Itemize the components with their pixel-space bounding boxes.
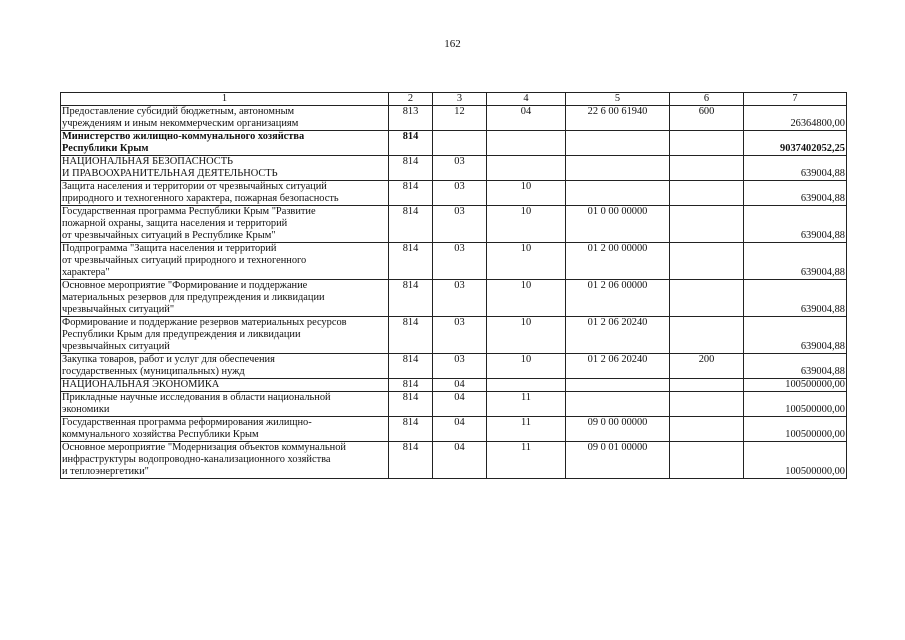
expense-type-code: 600 bbox=[670, 106, 744, 131]
expense-type-code: 200 bbox=[670, 354, 744, 379]
header-col-6: 6 bbox=[670, 93, 744, 106]
table-row bbox=[61, 442, 847, 479]
ministry-code: 814 bbox=[389, 417, 433, 442]
amount: 639004,88 bbox=[744, 354, 847, 379]
target-article-code: 01 2 00 00000 bbox=[566, 243, 670, 280]
row-name-line: чрезвычайных ситуаций" bbox=[62, 304, 175, 315]
ministry-code: 814 bbox=[389, 379, 433, 392]
page-number: 162 bbox=[444, 38, 461, 50]
target-article-code bbox=[566, 131, 670, 156]
target-article-code: 01 0 00 00000 bbox=[566, 206, 670, 243]
row-name-line: Предоставление субсидий бюджетным, автономным bbox=[62, 106, 295, 117]
row-name-line: от чрезвычайных ситуаций природного и техногенного bbox=[62, 255, 307, 266]
row-name-line: пожарной охраны, защита населения и территорий bbox=[62, 218, 288, 229]
subsection-code: 10 bbox=[487, 317, 566, 354]
section-code: 04 bbox=[433, 392, 487, 417]
subsection-code bbox=[487, 156, 566, 181]
row-name bbox=[61, 131, 389, 156]
row-name-line: НАЦИОНАЛЬНАЯ БЕЗОПАСНОСТЬ bbox=[62, 156, 234, 167]
table-row bbox=[61, 354, 847, 379]
subsection-code: 10 bbox=[487, 280, 566, 317]
table-row bbox=[61, 280, 847, 317]
table-row bbox=[61, 392, 847, 417]
target-article-code: 01 2 06 20240 bbox=[566, 317, 670, 354]
ministry-code: 813 bbox=[389, 106, 433, 131]
expense-type-code bbox=[670, 280, 744, 317]
section-code: 03 bbox=[433, 181, 487, 206]
header-col-2: 2 bbox=[389, 93, 433, 106]
expense-type-code bbox=[670, 243, 744, 280]
expense-type-code bbox=[670, 206, 744, 243]
header-col-1: 1 bbox=[61, 93, 389, 106]
section-code: 03 bbox=[433, 243, 487, 280]
section-code: 03 bbox=[433, 280, 487, 317]
row-name-line: Основное мероприятие "Модернизация объектов коммунальной bbox=[62, 442, 346, 453]
subsection-code: 04 bbox=[487, 106, 566, 131]
row-name bbox=[61, 106, 389, 131]
row-name-line: государственных (муниципальных) нужд bbox=[62, 366, 245, 377]
ministry-code: 814 bbox=[389, 131, 433, 156]
expense-type-code bbox=[670, 317, 744, 354]
target-article-code bbox=[566, 379, 670, 392]
row-name-line: чрезвычайных ситуаций bbox=[62, 341, 170, 352]
amount: 26364800,00 bbox=[744, 106, 847, 131]
target-article-code: 01 2 06 00000 bbox=[566, 280, 670, 317]
header-row bbox=[61, 93, 847, 106]
amount: 100500000,00 bbox=[744, 392, 847, 417]
subsection-code: 11 bbox=[487, 417, 566, 442]
target-article-code: 01 2 06 20240 bbox=[566, 354, 670, 379]
row-name-line: учреждениям и иным некоммерческим организациям bbox=[62, 118, 299, 129]
row-name-line: характера" bbox=[62, 267, 110, 278]
table-row bbox=[61, 379, 847, 392]
row-name-line: природного и техногенного характера, пожарная безопасность bbox=[62, 193, 339, 204]
target-article-code bbox=[566, 392, 670, 417]
row-name bbox=[61, 156, 389, 181]
section-code: 03 bbox=[433, 156, 487, 181]
row-name-line: Министерство жилищно-коммунального хозяйства bbox=[62, 131, 305, 142]
expense-type-code bbox=[670, 392, 744, 417]
table-row bbox=[61, 106, 847, 131]
subsection-code: 10 bbox=[487, 243, 566, 280]
ministry-code: 814 bbox=[389, 442, 433, 479]
section-code bbox=[433, 131, 487, 156]
row-name-line: и теплоэнергетики" bbox=[62, 466, 149, 477]
ministry-code: 814 bbox=[389, 243, 433, 280]
expense-type-code bbox=[670, 379, 744, 392]
amount: 100500000,00 bbox=[744, 417, 847, 442]
table-row bbox=[61, 156, 847, 181]
section-code: 03 bbox=[433, 354, 487, 379]
row-name bbox=[61, 442, 389, 479]
row-name-line: И ПРАВООХРАНИТЕЛЬНАЯ ДЕЯТЕЛЬНОСТЬ bbox=[62, 168, 278, 179]
table-row bbox=[61, 243, 847, 280]
row-name-line: Государственная программа реформирования жилищно- bbox=[62, 417, 312, 428]
row-name bbox=[61, 354, 389, 379]
subsection-code bbox=[487, 379, 566, 392]
header-col-5: 5 bbox=[566, 93, 670, 106]
subsection-code bbox=[487, 131, 566, 156]
amount: 639004,88 bbox=[744, 280, 847, 317]
subsection-code: 10 bbox=[487, 206, 566, 243]
row-name-line: коммунального хозяйства Республики Крым bbox=[62, 429, 259, 440]
expense-type-code bbox=[670, 156, 744, 181]
row-name-line: от чрезвычайных ситуаций в Республике Крым" bbox=[62, 230, 276, 241]
amount: 639004,88 bbox=[744, 181, 847, 206]
ministry-code: 814 bbox=[389, 317, 433, 354]
row-name-line: Основное мероприятие "Формирование и поддержание bbox=[62, 280, 308, 291]
row-name bbox=[61, 181, 389, 206]
amount: 9037402052,25 bbox=[744, 131, 847, 156]
amount: 639004,88 bbox=[744, 156, 847, 181]
row-name-line: инфраструктуры водопроводно-канализационного хозяйства bbox=[62, 454, 331, 465]
row-name-line: Подпрограмма "Защита населения и территорий bbox=[62, 243, 277, 254]
row-name bbox=[61, 392, 389, 417]
row-name-line: НАЦИОНАЛЬНАЯ ЭКОНОМИКА bbox=[62, 379, 220, 390]
table-row bbox=[61, 206, 847, 243]
row-name-line: Защита населения и территории от чрезвычайных ситуаций bbox=[62, 181, 327, 192]
section-code: 03 bbox=[433, 206, 487, 243]
expense-type-code bbox=[670, 181, 744, 206]
subsection-code: 11 bbox=[487, 392, 566, 417]
target-article-code: 22 6 00 61940 bbox=[566, 106, 670, 131]
ministry-code: 814 bbox=[389, 280, 433, 317]
target-article-code: 09 0 01 00000 bbox=[566, 442, 670, 479]
ministry-code: 814 bbox=[389, 181, 433, 206]
section-code: 04 bbox=[433, 442, 487, 479]
row-name bbox=[61, 417, 389, 442]
ministry-code: 814 bbox=[389, 392, 433, 417]
target-article-code bbox=[566, 181, 670, 206]
section-code: 04 bbox=[433, 379, 487, 392]
target-article-code bbox=[566, 156, 670, 181]
section-code: 04 bbox=[433, 417, 487, 442]
budget-table bbox=[60, 92, 847, 479]
header-col-3: 3 bbox=[433, 93, 487, 106]
amount: 100500000,00 bbox=[744, 379, 847, 392]
section-code: 12 bbox=[433, 106, 487, 131]
section-code: 03 bbox=[433, 317, 487, 354]
amount: 639004,88 bbox=[744, 243, 847, 280]
subsection-code: 10 bbox=[487, 181, 566, 206]
expense-type-code bbox=[670, 417, 744, 442]
expense-type-code bbox=[670, 131, 744, 156]
row-name-line: Государственная программа Республики Крым "Развитие bbox=[62, 206, 316, 217]
row-name bbox=[61, 317, 389, 354]
table-row bbox=[61, 317, 847, 354]
header-col-7: 7 bbox=[744, 93, 847, 106]
row-name-line: Республики Крым bbox=[62, 143, 149, 154]
row-name bbox=[61, 280, 389, 317]
row-name-line: материальных резервов для предупреждения и ликвидации bbox=[62, 292, 325, 303]
row-name bbox=[61, 206, 389, 243]
amount: 639004,88 bbox=[744, 317, 847, 354]
table-row bbox=[61, 417, 847, 442]
ministry-code: 814 bbox=[389, 156, 433, 181]
ministry-code: 814 bbox=[389, 206, 433, 243]
subsection-code: 10 bbox=[487, 354, 566, 379]
amount: 639004,88 bbox=[744, 206, 847, 243]
ministry-code: 814 bbox=[389, 354, 433, 379]
row-name-line: Республики Крым для предупреждения и ликвидации bbox=[62, 329, 301, 340]
expense-type-code bbox=[670, 442, 744, 479]
header-col-4: 4 bbox=[487, 93, 566, 106]
row-name bbox=[61, 379, 389, 392]
row-name-line: Закупка товаров, работ и услуг для обеспечения bbox=[62, 354, 275, 365]
table-row bbox=[61, 131, 847, 156]
row-name-line: Формирование и поддержание резервов материальных ресурсов bbox=[62, 317, 347, 328]
row-name bbox=[61, 243, 389, 280]
target-article-code: 09 0 00 00000 bbox=[566, 417, 670, 442]
row-name-line: Прикладные научные исследования в области национальной bbox=[62, 392, 331, 403]
amount: 100500000,00 bbox=[744, 442, 847, 479]
row-name-line: экономики bbox=[62, 404, 110, 415]
table-row bbox=[61, 181, 847, 206]
subsection-code: 11 bbox=[487, 442, 566, 479]
